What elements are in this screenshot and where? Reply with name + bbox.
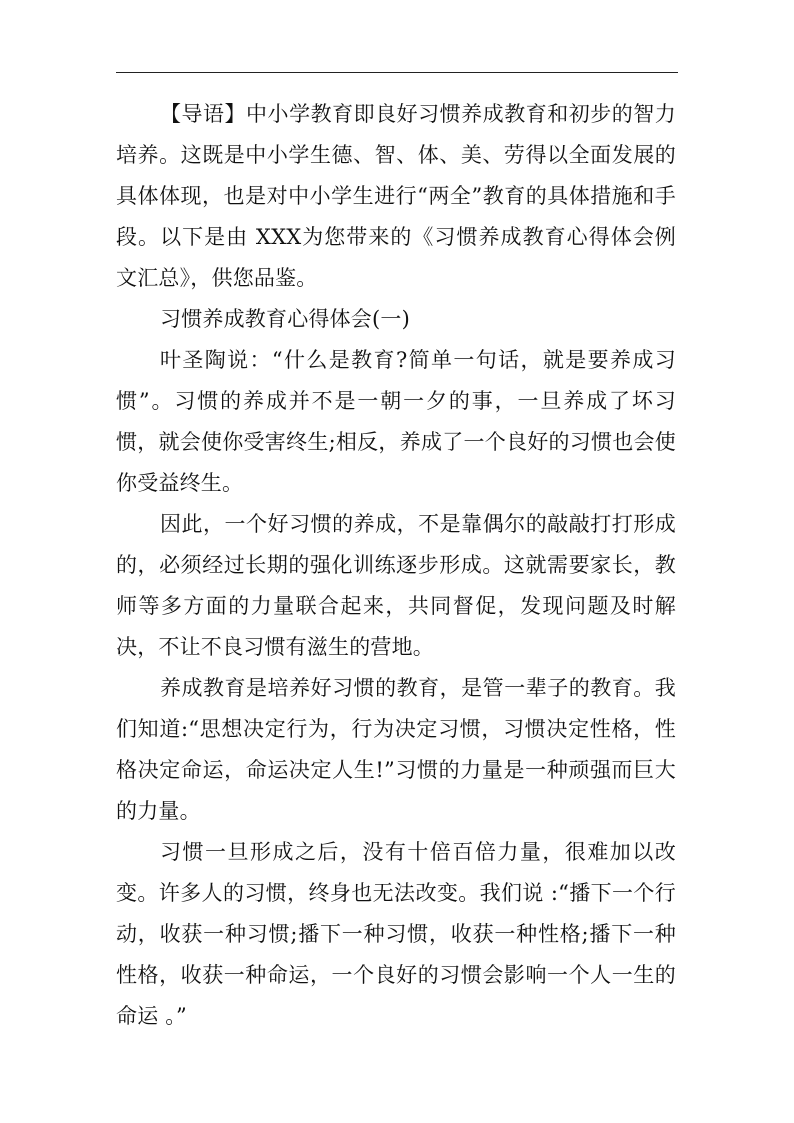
body-paragraph: 因此，一个好习惯的养成，不是靠偶尔的敲敲打打形成的，必须经过长期的强化训练逐步形成。这就需要家长，教师等多方面的力量联合起来，共同督促，发现问题及时解决，不让不良习惯有滋生的营地。 [116,512,676,659]
body-paragraph: 叶圣陶说：“什么是教育?简单一句话，就是要养成习惯”。习惯的养成并不是一朝一夕的事，一旦养成了坏习惯，就会使你受害终生;相反，养成了一个良好的习惯也会使你受益终生。 [116,348,676,495]
body-paragraph: 习惯一旦形成之后，没有十倍百倍力量，很难加以改变。许多人的习惯，终身也无法改变。我们说 :“播下一个行动，收获一种习惯;播下一种习惯，收获一种性格;播下一种性格，收获一种命运，一个良好的习惯会影响一个人一生的命运 。” [116,840,676,1028]
header-rule [116,72,678,73]
body-paragraph: 养成教育是培养好习惯的教育，是管一辈子的教育。我们知道:“思想决定行为，行为决定习惯，习惯决定性格，性格决定命运，命运决定人生!”习惯的力量是一种顽强而巨大的力量。 [116,676,676,823]
intro-paragraph: 【导语】中小学教育即良好习惯养成教育和初步的智力培养。这既是中小学生德、智、体、美、劳得以全面发展的具体体现，也是对中小学生进行“两全”教育的具体措施和手段。以下是由 XXX为您带来的《习惯养成教育心得体会例文汇总》，供您品鉴。 [116,102,676,290]
document-body [116,94,676,1037]
section-title: 习惯养成教育心得体会(一) [160,307,410,331]
